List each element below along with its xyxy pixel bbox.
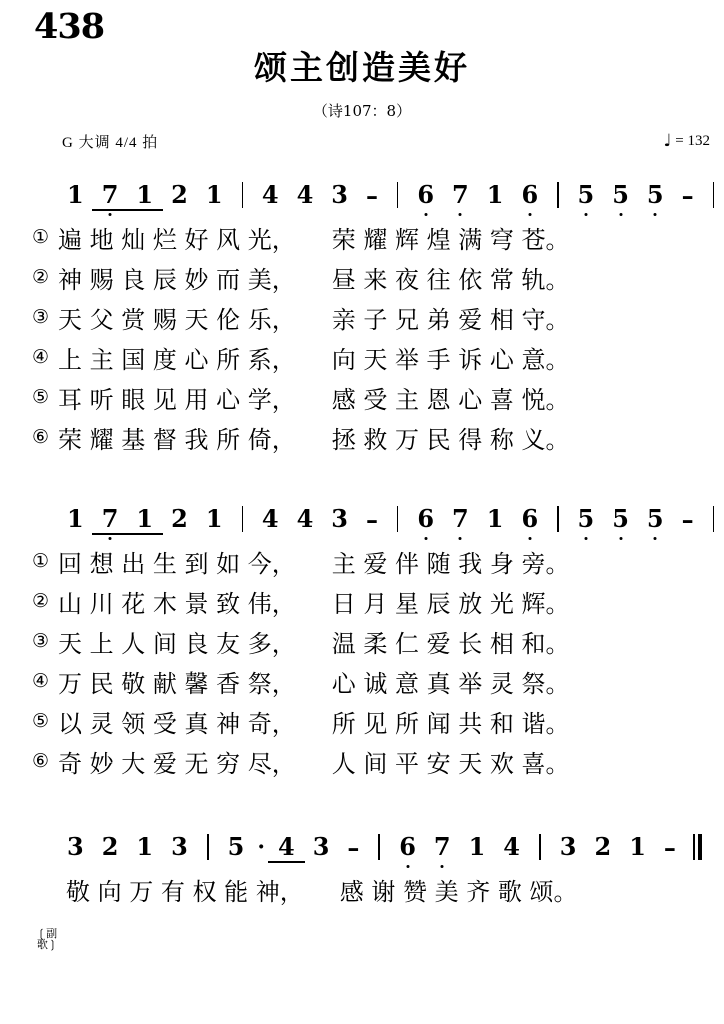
lyric-row (0, 377, 724, 417)
beam-underline-icon (92, 533, 129, 535)
verse-number: ④ (32, 670, 50, 692)
lyric-phrase-a: 耳 听 眼 见 用 心 学， (58, 385, 296, 414)
barline (397, 506, 398, 532)
refrain-phrase-b: 感 谢 赞 美 齐 歌 颂。 (339, 877, 578, 906)
lyric-row (0, 217, 724, 257)
lyric-row (0, 581, 724, 621)
note: 4 (503, 832, 520, 861)
sustain-dash: – (347, 832, 360, 862)
lyric-phrase-b: 日 月 星 辰 放 光 辉。 (331, 589, 570, 618)
note: 3 (67, 832, 84, 861)
note: 6 (512, 183, 547, 207)
note: 6 (408, 183, 443, 207)
note: 4 (296, 504, 314, 533)
sustain-dash: – (365, 504, 378, 534)
note: 1 (468, 832, 486, 861)
note: 5 (227, 832, 245, 861)
refrain-label-bottom: 歌 (36, 938, 48, 951)
lyric-phrase-b: 荣 耀 辉 煌 满 穹 苍。 (331, 225, 570, 254)
note: 2 (101, 832, 119, 861)
final-barline-thin (693, 834, 695, 860)
note: 6 (512, 507, 547, 531)
note: 5 (569, 183, 604, 207)
lyric-row (0, 541, 724, 581)
page-title: 颂主创造美好 (254, 48, 470, 87)
octave-dot-below-icon (459, 537, 462, 540)
lyric-phrase-a: 奇 妙 大 爱 无 穷 尽， (58, 749, 296, 778)
note: 5 (638, 183, 673, 207)
note: 4 (269, 835, 304, 859)
lyric-phrase-b: 心 诚 意 真 举 灵 祭。 (331, 669, 570, 698)
barline (242, 506, 243, 532)
refrain-label-bracket-icon: ❲ (36, 927, 47, 940)
final-barline-thick (698, 834, 702, 860)
lyric-phrase-a: 遍 地 灿 烂 好 风 光， (58, 225, 296, 254)
lyric-phrase-b: 亲 子 兄 弟 爱 相 守。 (331, 305, 570, 334)
octave-dot-below-icon (619, 537, 622, 540)
lyric-row (0, 701, 724, 741)
octave-dot-below-icon (424, 213, 427, 216)
note: 5 (638, 507, 673, 531)
note: 1 (127, 183, 162, 207)
scripture-reference: （诗107：8） (312, 102, 412, 120)
note: 1 (486, 504, 504, 533)
note: 1 (205, 504, 223, 533)
beam-underline-icon (92, 209, 129, 211)
key-and-meter: G 大调 4/4 拍 (62, 135, 159, 151)
music-section-2 (0, 499, 724, 781)
note: 3 (331, 504, 348, 533)
tempo-value: = 132 (675, 133, 710, 149)
verse-number: ① (32, 226, 50, 248)
barline (539, 834, 541, 860)
lyric-phrase-a: 天 上 人 间 良 友 多， (58, 629, 296, 658)
verse-number: ⑥ (32, 750, 50, 772)
barline (557, 182, 558, 208)
note: 6 (408, 507, 443, 531)
lyric-row (0, 621, 724, 661)
note: 7 (93, 183, 128, 207)
octave-dot-below-icon (528, 213, 531, 216)
lyric-phrase-a: 回 想 出 生 到 如 今， (58, 549, 296, 578)
quarter-note-icon: ♩ (663, 131, 672, 151)
final-barline (693, 834, 702, 860)
refrain-section (0, 827, 724, 909)
beam-underline-icon (126, 209, 163, 211)
barline (397, 182, 398, 208)
lyric-phrase-b: 昼 来 夜 往 依 常 轨。 (331, 265, 570, 294)
lyric-phrase-b: 温 柔 仁 爱 长 相 和。 (331, 629, 570, 658)
octave-dot-below-icon (424, 537, 427, 540)
sustain-dash: – (681, 180, 694, 210)
note: 3 (171, 832, 188, 861)
octave-dot-below-icon (654, 213, 657, 216)
octave-dot-below-icon (528, 537, 531, 540)
notation-line-refrain (0, 827, 724, 867)
lyric-row (0, 337, 724, 377)
octave-dot-below-icon (459, 213, 462, 216)
note: 1 (127, 507, 162, 531)
barline (242, 182, 243, 208)
note: 5 (603, 507, 638, 531)
note: 1 (67, 180, 84, 209)
octave-dot-below-icon (584, 213, 587, 216)
note: 1 (67, 504, 84, 533)
refrain-lyric-row (0, 869, 724, 909)
lyric-row (0, 661, 724, 701)
note: 7 (443, 183, 478, 207)
note: 4 (261, 504, 279, 533)
meta-row (0, 131, 724, 157)
verse-number: ⑤ (32, 386, 50, 408)
octave-dot-below-icon (584, 537, 587, 540)
refrain-label (30, 928, 64, 950)
verse-number: ③ (32, 306, 50, 328)
notation-line-2 (0, 499, 724, 539)
lyric-phrase-a: 以 灵 领 受 真 神 奇， (58, 709, 296, 738)
lyric-phrase-b: 拯 救 万 民 得 称 义。 (331, 425, 570, 454)
note: 7 (425, 835, 460, 859)
beam-underline-icon (126, 533, 163, 535)
note: 7 (93, 507, 128, 531)
lyric-phrase-b: 人 间 平 安 天 欢 喜。 (331, 749, 570, 778)
note: 1 (629, 832, 646, 861)
verse-number: ② (32, 590, 50, 612)
note: 2 (171, 504, 188, 533)
lyric-phrase-a: 山 川 花 木 景 致 伟， (58, 589, 296, 618)
note: 2 (171, 180, 188, 209)
verse-number: ⑤ (32, 710, 50, 732)
barline (713, 506, 714, 532)
note: 3 (331, 180, 348, 209)
barline (713, 182, 714, 208)
dotted-rhythm-dot-icon: · (257, 834, 265, 860)
tempo-marking (664, 131, 711, 151)
lyric-phrase-a: 万 民 敬 献 馨 香 祭， (58, 669, 296, 698)
note: 3 (559, 832, 577, 861)
octave-dot-below-icon (109, 537, 112, 540)
sustain-dash: – (681, 504, 694, 534)
refrain-phrase-a: 敬 向 万 有 权 能 神， (66, 877, 304, 906)
refrain-label-bracket-icon-2: ❳ (47, 938, 58, 951)
barline (207, 834, 209, 860)
note: 7 (443, 507, 478, 531)
lyric-phrase-a: 天 父 赏 赐 天 伦 乐， (58, 305, 296, 334)
note: 2 (594, 832, 612, 861)
octave-dot-below-icon (619, 213, 622, 216)
lyric-phrase-b: 主 爱 伴 随 我 身 旁。 (331, 549, 570, 578)
octave-dot-below-icon (441, 865, 444, 868)
octave-dot-below-icon (406, 865, 409, 868)
lyric-phrase-a: 神 赐 良 辰 妙 而 美， (58, 265, 296, 294)
hymn-number: 438 (34, 6, 105, 47)
refrain-label-top: 副 (46, 927, 58, 940)
lyric-row (0, 257, 724, 297)
notation-line-1 (0, 175, 724, 215)
sustain-dash: – (365, 180, 378, 210)
lyric-row (0, 741, 724, 781)
verse-number: ③ (32, 630, 50, 652)
barline (557, 506, 558, 532)
lyric-phrase-a: 荣 耀 基 督 我 所 倚， (58, 425, 296, 454)
note: 4 (261, 180, 279, 209)
music-section-1 (0, 175, 724, 457)
note: 3 (312, 832, 330, 861)
lyric-phrase-b: 所 见 所 闻 共 和 谐。 (331, 709, 570, 738)
note: 1 (205, 180, 223, 209)
lyric-phrase-b: 感 受 主 恩 心 喜 悦。 (331, 385, 570, 414)
octave-dot-below-icon (654, 537, 657, 540)
note: 5 (603, 183, 638, 207)
barline (378, 834, 380, 860)
note: 1 (136, 832, 154, 861)
lyric-phrase-a: 上 主 国 度 心 所 系， (58, 345, 296, 374)
verse-number: ② (32, 266, 50, 288)
lyric-phrase-b: 向 天 举 手 诉 心 意。 (331, 345, 570, 374)
note: 4 (296, 180, 314, 209)
verse-number: ④ (32, 346, 50, 368)
note: 1 (486, 180, 504, 209)
verse-number: ⑥ (32, 426, 50, 448)
verse-number: ① (32, 550, 50, 572)
lyric-row (0, 417, 724, 457)
beam-underline-icon (268, 861, 305, 863)
octave-dot-below-icon (109, 213, 112, 216)
sustain-dash: – (663, 832, 676, 862)
note: 5 (569, 507, 604, 531)
lyric-row (0, 297, 724, 337)
note: 6 (390, 835, 425, 859)
